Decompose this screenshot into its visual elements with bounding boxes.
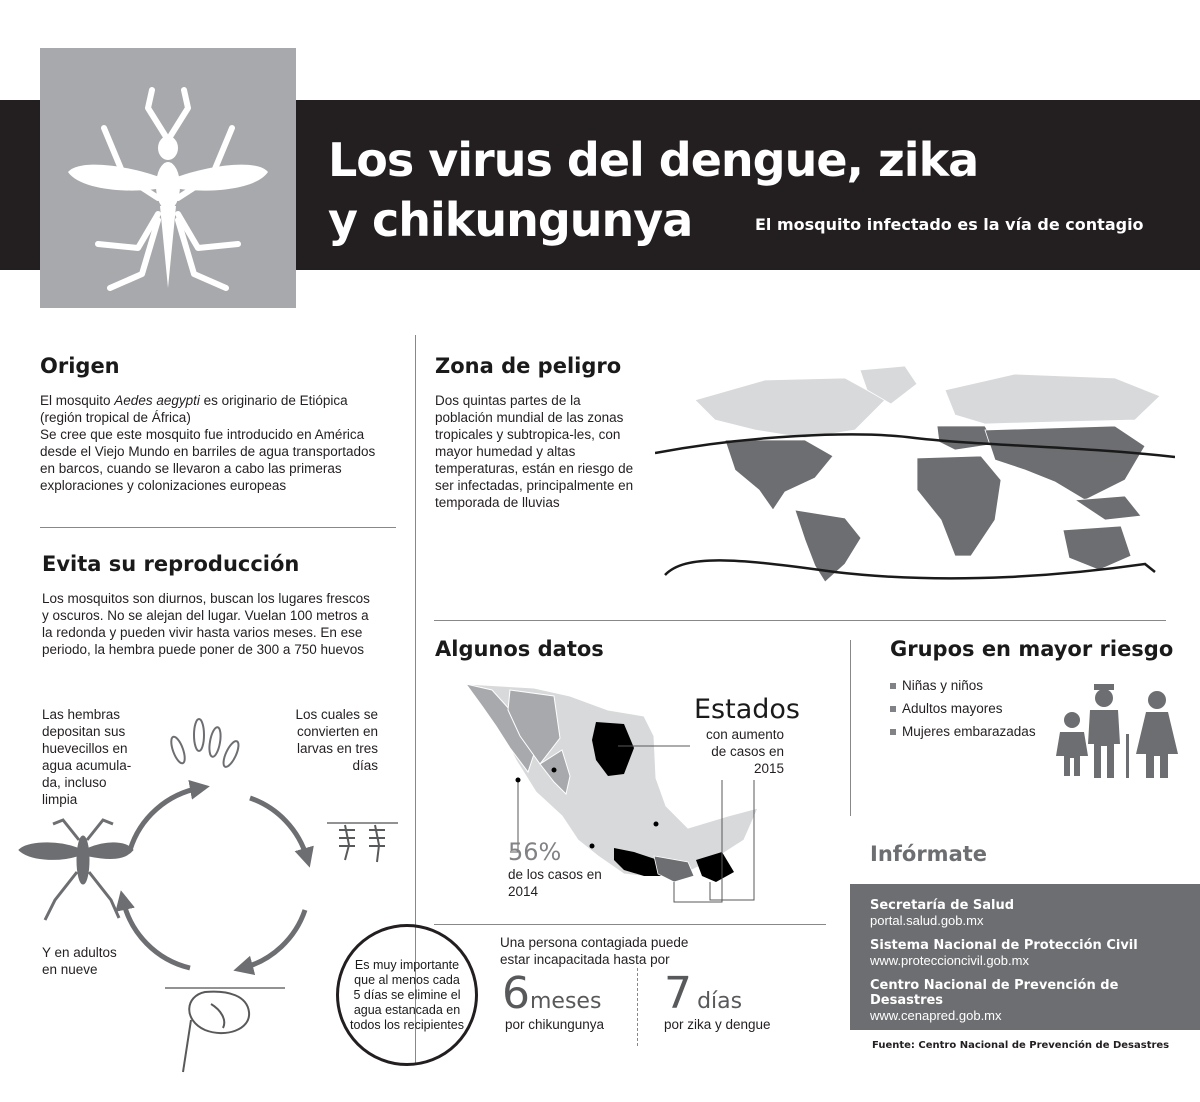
cycle-arrow-3: [243, 910, 305, 968]
stat-1-unit: meses: [530, 989, 602, 1014]
eurasia-north: [945, 374, 1160, 424]
origen-text: [40, 392, 390, 494]
stat-2-label: por zika y dengue: [664, 1017, 771, 1032]
child-icon: [1056, 712, 1088, 776]
contact-org: Secretaría de Salud: [870, 898, 1015, 913]
title-line-1: Los virus del dengue, zika: [328, 133, 979, 187]
world-map: [655, 360, 1175, 590]
origen-text-b: es originario de Etiópica (región tropical de África): [40, 393, 348, 425]
percent-value: 56%: [508, 838, 562, 866]
stat-2-number: 7: [664, 968, 692, 1019]
cycle-arrow-1: [130, 788, 200, 850]
contact-url[interactable]: www.cenapred.gob.mx: [870, 1008, 1002, 1023]
north-america-south: [725, 440, 833, 510]
divider-right: [434, 620, 1166, 621]
origen-heading: Origen: [40, 354, 120, 378]
adult-mosquito-icon: [19, 820, 133, 920]
divider-left: [40, 527, 396, 528]
divider-grupos: [850, 640, 851, 816]
stat-chikungunya: [502, 968, 601, 1019]
cycle-arrow-4: [123, 900, 190, 968]
estados-sub: con aumento de casos en 2015: [705, 727, 784, 776]
estados-title: Estados: [694, 694, 800, 725]
pregnant-woman-icon: [1136, 691, 1178, 778]
asia-south: [985, 426, 1145, 500]
title-line-2: y chikungunya: [328, 193, 693, 247]
contact-entry: [870, 938, 1180, 968]
zona-heading: Zona de peligro: [435, 354, 622, 378]
informate-heading: Infórmate: [870, 842, 988, 866]
contact-org: Sistema Nacional de Protección Civil: [870, 938, 1138, 953]
marker-veracruz: [654, 822, 659, 827]
contacts-box: [850, 884, 1200, 1030]
africa: [917, 456, 1001, 556]
grupo-item-label: Niñas y niños: [902, 678, 984, 693]
datos-heading: Algunos datos: [435, 637, 604, 661]
north-america-north: [695, 378, 885, 438]
list-item: [890, 674, 1036, 697]
cycle-arrow-2: [250, 798, 307, 858]
marker-guerrero: [590, 844, 595, 849]
life-cycle-diagram: [15, 700, 405, 1100]
warning-circle: Es muy importante que al menos cada 5 días se elimine el agua estancada en todos los recipientes: [336, 924, 478, 1066]
percent-sub: de los casos en 2014: [508, 867, 602, 899]
marker-baja: [516, 778, 521, 783]
stat-zika: [664, 968, 742, 1019]
larvae-icon: [339, 825, 385, 862]
zona-text: Dos quintas partes de la población mundial de las zonas tropicales y subtropica-les, con mayor humedad y altas temperaturas, están en riesgo de ser infectadas, principalmente en temporada de lluvias: [435, 393, 634, 510]
contact-org: Centro Nacional de Prevención de Desastres: [870, 978, 1119, 1008]
contact-url[interactable]: www.proteccioncivil.gob.mx: [870, 953, 1029, 968]
divider-datos: [434, 924, 826, 925]
cycle-eggs-text: Las hembras depositan sus huevecillos en agua acumula-da, incluso limpia: [42, 707, 132, 807]
list-item: [890, 697, 1036, 720]
cycle-larvae-text: Los cuales se convierten en larvas en tres días: [295, 707, 378, 773]
elderly-icon: [1088, 684, 1129, 778]
contact-entry: [870, 978, 1180, 1023]
pupa-icon: [183, 992, 249, 1072]
evita-heading: Evita su reproducción: [42, 552, 300, 576]
incap-text: Una persona contagiada puede estar incapacitada hasta por: [500, 935, 689, 967]
logo-box: [40, 48, 296, 308]
southeast-asia: [1075, 496, 1141, 520]
origen-text-2: Se cree que este mosquito fue introducido en América desde el Viejo Mundo en barriles de agua transportados en barcos, cuando se llevaron a cabo las primeras exploraciones y colonizaciones europeas: [40, 427, 376, 493]
contact-entry: [870, 898, 1180, 928]
contact-url[interactable]: portal.salud.gob.mx: [870, 913, 984, 928]
subtitle: El mosquito infectado es la vía de contagio: [755, 215, 1144, 234]
grupo-item-label: Mujeres embarazadas: [902, 724, 1036, 739]
stat-1-number: 6: [502, 968, 530, 1019]
mosquito-icon: [40, 48, 296, 308]
origen-text-a: El mosquito: [40, 393, 115, 408]
list-item: [890, 720, 1036, 743]
grupos-heading: Grupos en mayor riesgo: [890, 637, 1174, 661]
marker-sinaloa: [552, 768, 557, 773]
evita-text: Los mosquitos son diurnos, buscan los lugares frescos y oscuros. No se alejan del lugar. Vuelan 100 metros a la redonda y pueden vivir hasta varios meses. En ese periodo, la hembra puede poner de 300 a 750 huevos: [42, 591, 370, 657]
grupos-list: [890, 674, 1036, 743]
divider-stats: [637, 968, 638, 1046]
grupo-item-label: Adultos mayores: [902, 701, 1003, 716]
stat-1-label: por chikungunya: [505, 1017, 605, 1032]
stat-2-unit: días: [697, 989, 743, 1014]
species-name: Aedes aegypti: [114, 393, 200, 408]
risk-groups-icon: [1052, 684, 1182, 780]
eggs-icon: [169, 719, 242, 769]
cycle-adults-text: Y en adultos en nueve: [42, 945, 117, 977]
source-note: Fuente: Centro Nacional de Prevención de Desastres: [872, 1040, 1170, 1051]
australia: [1063, 526, 1131, 570]
